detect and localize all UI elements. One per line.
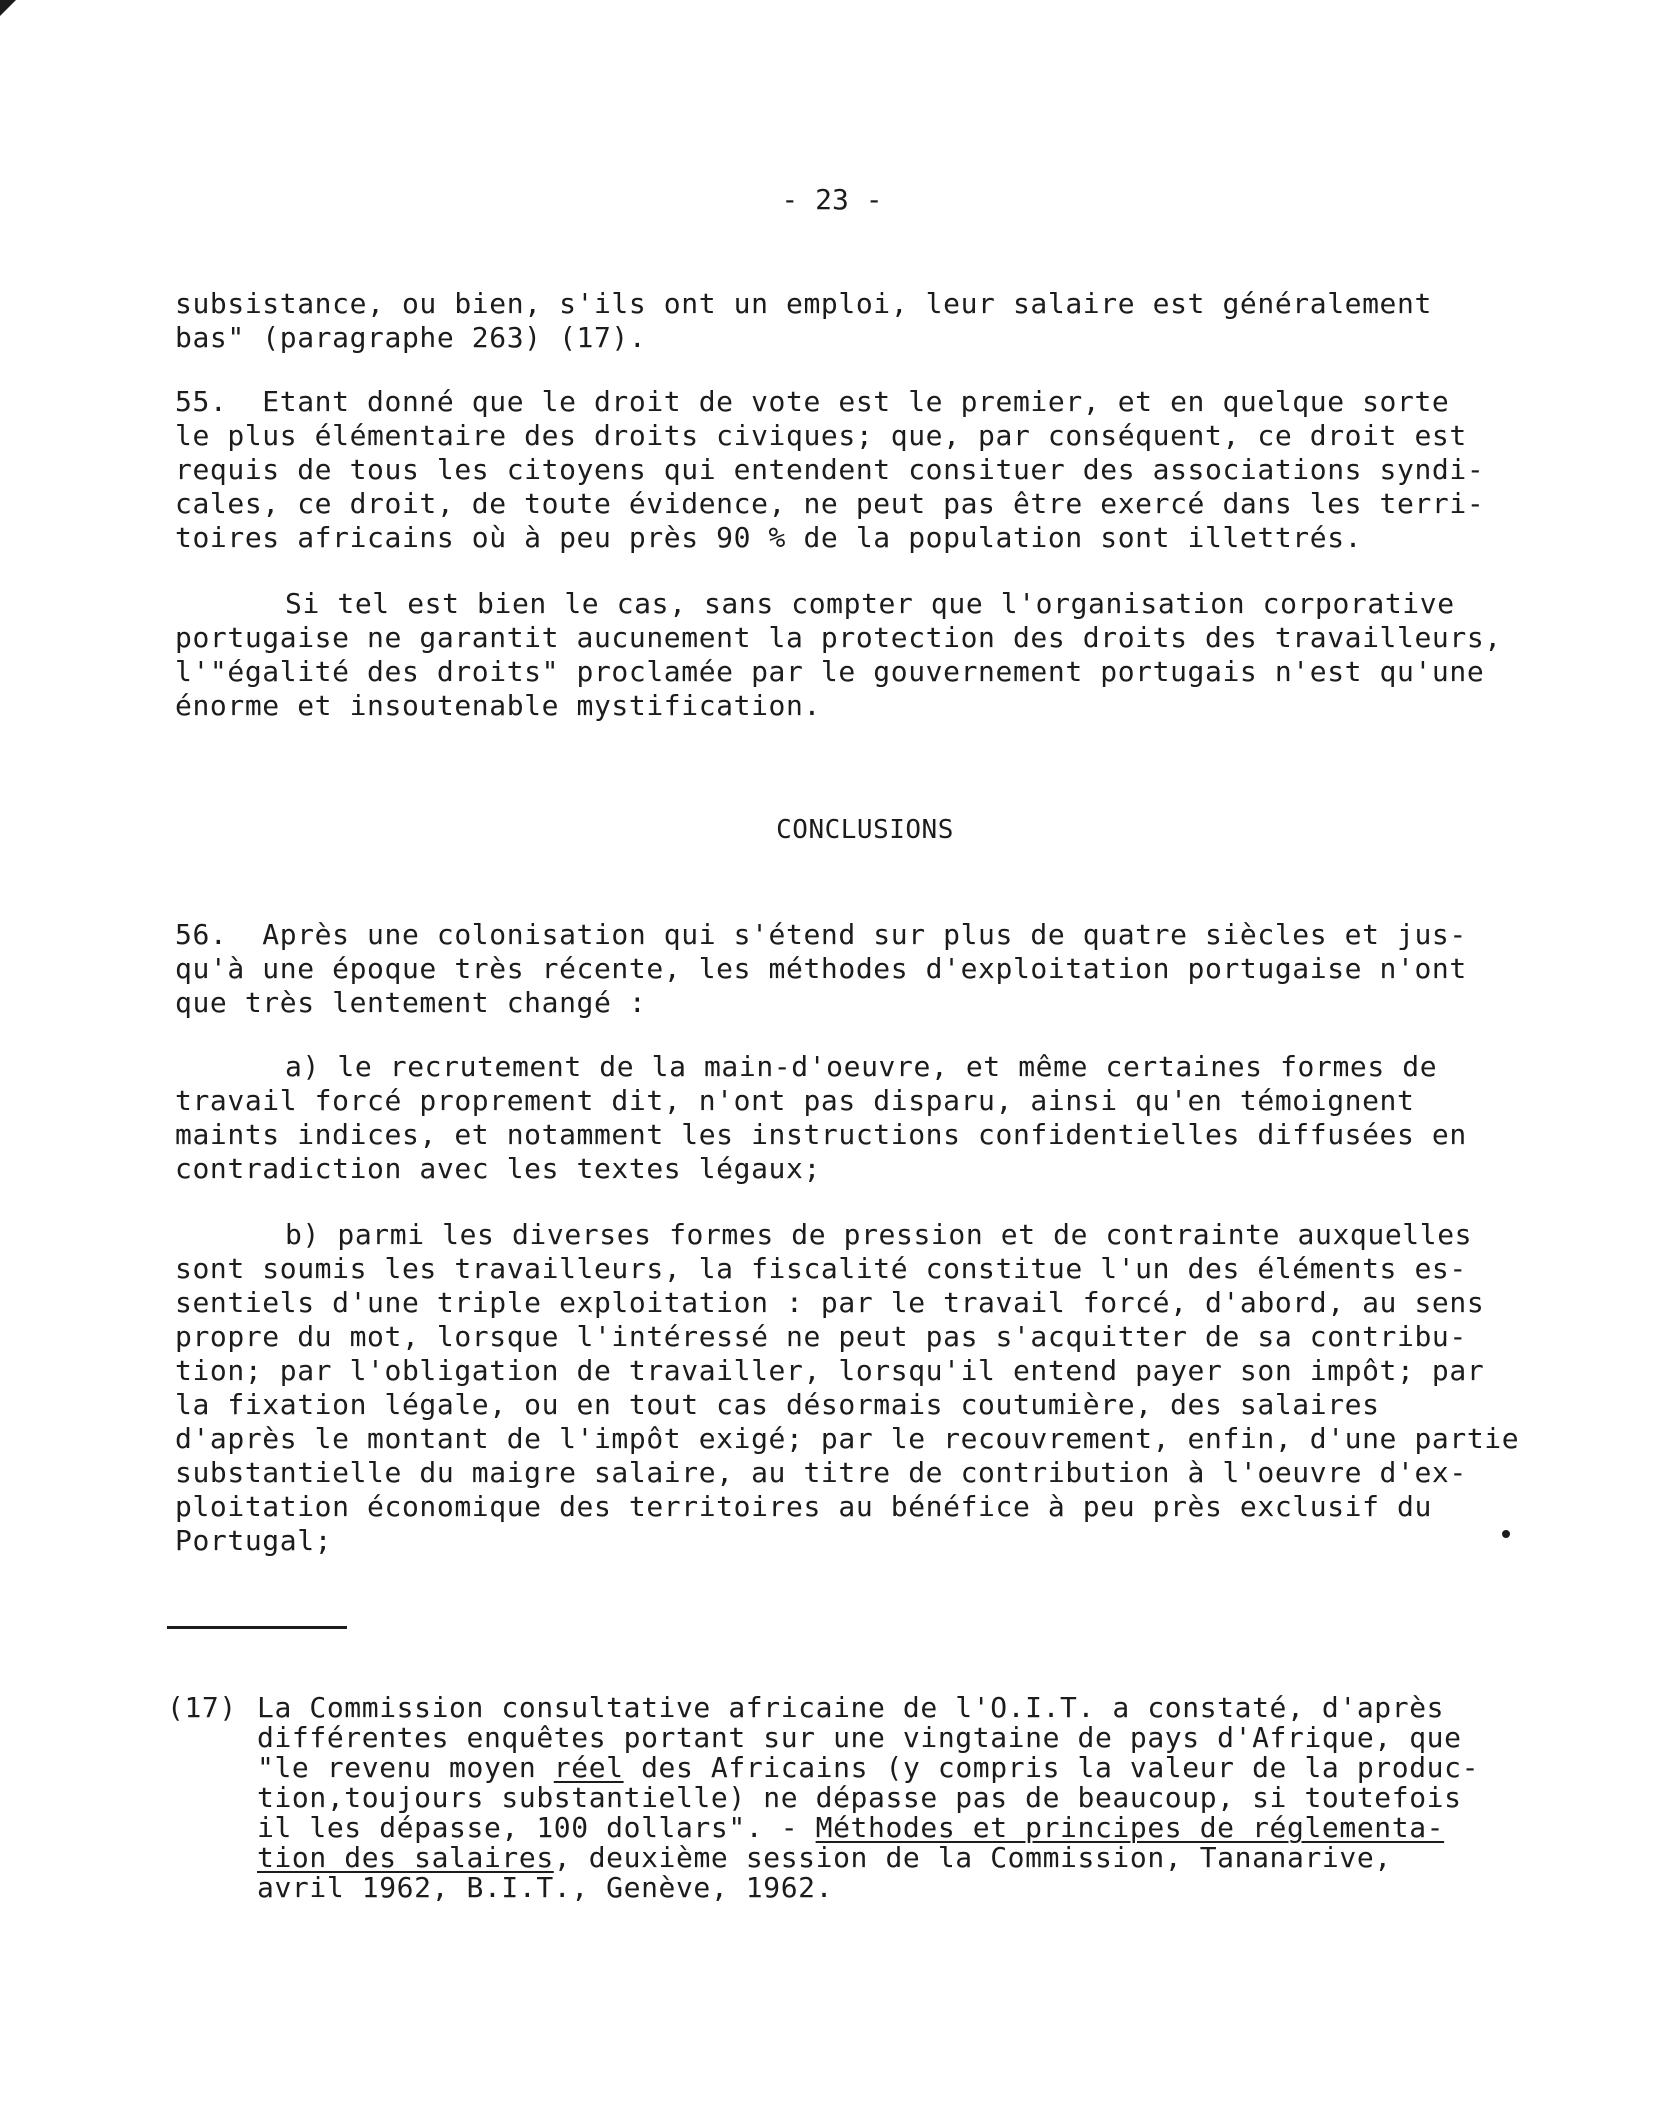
text-line: que très lentement changé : (175, 986, 647, 1019)
text-line: substantielle du maigre salaire, au titre de contribution à l'oeuvre d'ex- (175, 1456, 1467, 1489)
text-line: travail forcé proprement dit, n'ont pas disparu, ainsi qu'en témoignent (175, 1084, 1415, 1117)
scan-corner-mark (0, 0, 16, 16)
footnote-text (257, 1693, 1567, 1903)
text-line: tion,toujours substantielle) ne dépasse pas de beaucoup, si toutefois (257, 1781, 1462, 1814)
text-line: propre du mot, lorsque l'intéressé ne peut pas s'acquitter de sa contribu- (175, 1320, 1467, 1353)
section-heading: CONCLUSIONS (776, 815, 954, 845)
text-line: sont soumis les travailleurs, la fiscalité constitue l'un des éléments es- (175, 1252, 1467, 1285)
text-line (257, 1753, 1567, 1783)
text-line: 55. Etant donné que le droit de vote est le premier, et en quelque sorte (175, 385, 1450, 418)
stray-dot-mark (1502, 1530, 1510, 1538)
text-line: d'après le montant de l'impôt exigé; par le recouvrement, enfin, d'une partie (175, 1422, 1520, 1455)
text-line: cales, ce droit, de toute évidence, ne peut pas être exercé dans les terri- (175, 487, 1485, 520)
text-line: requis de tous les citoyens qui entendent consituer des associations syndi- (175, 453, 1485, 486)
text-line: contradiction avec les textes légaux; (175, 1152, 821, 1185)
text-line: subsistance, ou bien, s'ils ont un emploi, leur salaire est généralement (175, 287, 1432, 320)
intro-paragraph (175, 287, 1565, 355)
text-line: bas" (paragraphe 263) (17). (175, 321, 647, 354)
text-line: ploitation économique des territoires au bénéfice à peu près exclusif du (175, 1490, 1432, 1523)
text-line: tion; par l'obligation de travailler, lorsqu'il entend payer son impôt; par (175, 1354, 1485, 1387)
text-line: le plus élémentaire des droits civiques; que, par conséquent, ce droit est (175, 419, 1467, 452)
text-line (257, 1813, 1567, 1843)
text-line: La Commission consultative africaine de l'O.I.T. a constaté, d'après (257, 1691, 1445, 1724)
underlined-text: Méthodes et principes de réglementa- (815, 1811, 1445, 1844)
underlined-text: tion des salaires (257, 1841, 554, 1874)
footnote-17 (167, 1693, 1567, 1903)
text-line: Si tel est bien le cas, sans compter que l'organisation corporative (285, 587, 1455, 620)
text-fragment: il les dépasse, 100 dollars". - (257, 1811, 816, 1844)
text-line: l'"égalité des droits" proclamée par le gouvernement portugais n'est qu'une (175, 655, 1485, 688)
text-line: maints indices, et notamment les instructions confidentielles diffusées en (175, 1118, 1467, 1151)
text-line: toires africains où à peu près 90 % de la population sont illettrés. (175, 521, 1363, 554)
text-line: portugaise ne garantit aucunement la protection des droits des travailleurs, (175, 621, 1502, 654)
text-line: b) parmi les diverses formes de pression et de contrainte auxquelles (285, 1218, 1473, 1251)
paragraph-55-continued (175, 587, 1565, 723)
paragraph-55 (175, 385, 1565, 555)
text-line: qu'à une époque très récente, les méthodes d'exploitation portugaise n'ont (175, 952, 1467, 985)
footnote-separator (167, 1626, 347, 1629)
underlined-text: réel (553, 1751, 624, 1784)
list-item-a (175, 1050, 1565, 1186)
text-fragment: des Africains (y compris la valeur de la produc- (623, 1751, 1480, 1784)
text-line: sentiels d'une triple exploitation : par le travail forcé, d'abord, au sens (175, 1286, 1485, 1319)
text-line: Portugal; (175, 1524, 333, 1557)
text-fragment: "le revenu moyen (257, 1751, 554, 1784)
list-item-b (175, 1218, 1565, 1558)
text-line: avril 1962, B.I.T., Genève, 1962. (257, 1871, 834, 1904)
text-fragment: , deuxième session de la Commission, Tananarive, (553, 1841, 1392, 1874)
text-line: énorme et insoutenable mystification. (175, 689, 821, 722)
page-number: - 23 - (781, 183, 883, 216)
text-line: la fixation légale, ou en tout cas désormais coutumière, des salaires (175, 1388, 1380, 1421)
text-line: 56. Après une colonisation qui s'étend sur plus de quatre siècles et jus- (175, 918, 1467, 951)
footnote-marker: (17) (167, 1691, 237, 1724)
text-line: a) le recrutement de la main-d'oeuvre, et même certaines formes de (285, 1050, 1438, 1083)
text-line (257, 1843, 1567, 1873)
text-line: différentes enquêtes portant sur une vingtaine de pays d'Afrique, que (257, 1721, 1462, 1754)
paragraph-56 (175, 918, 1565, 1020)
